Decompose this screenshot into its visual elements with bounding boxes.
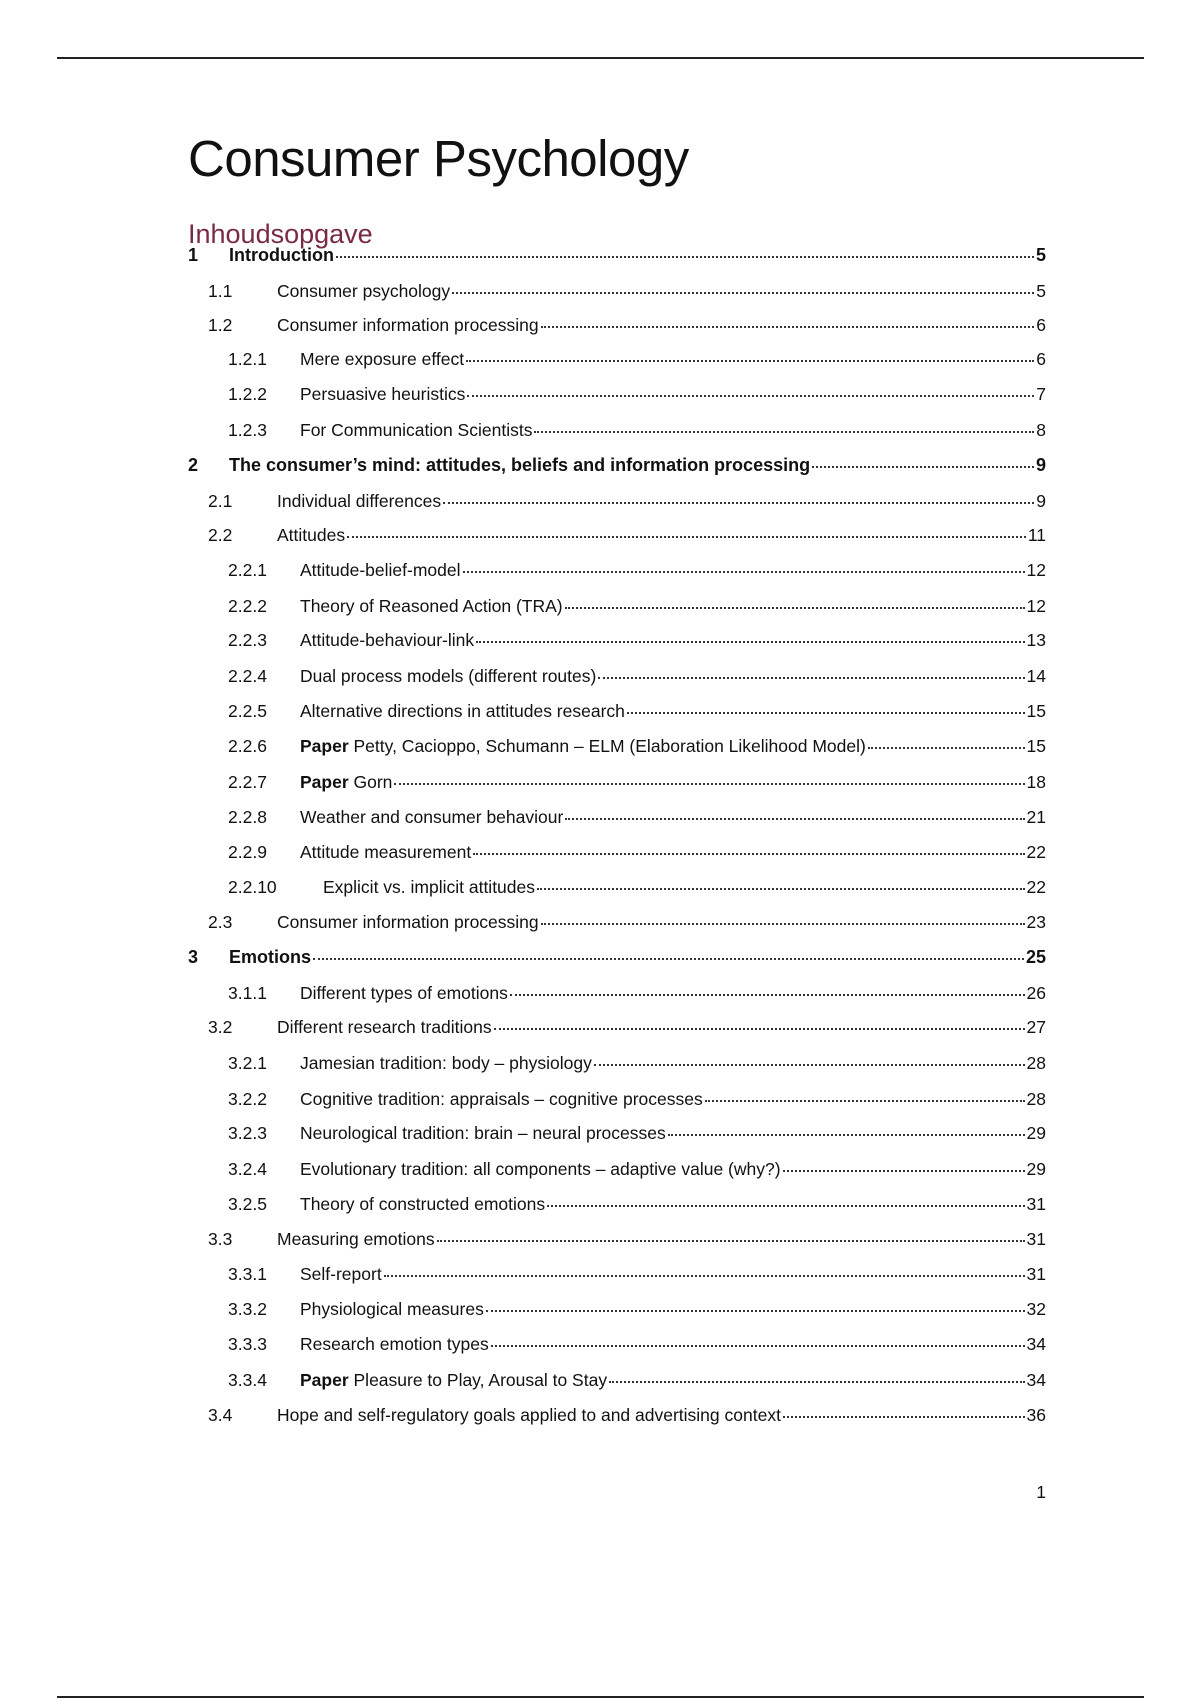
toc-entry[interactable] bbox=[228, 1087, 1046, 1111]
toc-dot-leader bbox=[443, 488, 1034, 504]
toc-dot-leader bbox=[668, 1120, 1025, 1136]
toc-entry-number: 3.2.2 bbox=[228, 1089, 267, 1109]
toc-entry-page: 12 bbox=[1026, 560, 1046, 580]
toc-entry[interactable] bbox=[228, 1157, 1046, 1181]
toc-entry[interactable] bbox=[228, 699, 1046, 723]
toc-entry[interactable] bbox=[228, 840, 1046, 864]
toc-entry[interactable] bbox=[208, 1015, 1046, 1039]
toc-dot-leader bbox=[541, 909, 1025, 925]
toc-entry-page: 18 bbox=[1026, 772, 1046, 792]
toc-entry-number: 3.2 bbox=[208, 1017, 233, 1037]
toc-dot-leader bbox=[783, 1402, 1025, 1418]
toc-entry-page: 12 bbox=[1026, 596, 1046, 616]
toc-entry-number: 1.2.3 bbox=[228, 420, 267, 440]
toc-entry-number: 3 bbox=[188, 947, 199, 967]
toc-entry-page: 29 bbox=[1026, 1123, 1046, 1143]
toc-entry-title-text: Attitudes bbox=[277, 525, 346, 545]
toc-entry-number: 2.1 bbox=[208, 491, 233, 511]
toc-entry-prefix: Paper bbox=[300, 1370, 349, 1390]
toc-dot-leader bbox=[452, 278, 1034, 294]
toc-dot-leader bbox=[534, 417, 1034, 433]
toc-entry[interactable] bbox=[208, 279, 1046, 303]
toc-entry-title-text: Attitude-behaviour-link bbox=[300, 630, 475, 650]
toc-dot-leader bbox=[547, 1191, 1024, 1207]
toc-entry[interactable] bbox=[228, 1051, 1046, 1075]
toc-entry-title-text: Cognitive tradition: appraisals – cognitive processes bbox=[300, 1089, 703, 1109]
toc-dot-leader bbox=[486, 1296, 1025, 1312]
toc-entry[interactable] bbox=[228, 1262, 1046, 1286]
toc-entry-page: 32 bbox=[1026, 1299, 1046, 1319]
toc-entry-title-text: Self-report bbox=[300, 1264, 382, 1284]
toc-entry-title-text: Jamesian tradition: body – physiology bbox=[300, 1053, 592, 1073]
toc-entry-title-text: Neurological tradition: brain – neural processes bbox=[300, 1123, 666, 1143]
toc-dot-leader bbox=[510, 980, 1025, 996]
toc-entry-page: 5 bbox=[1035, 245, 1046, 265]
toc-entry-title bbox=[323, 875, 535, 899]
toc-entry[interactable] bbox=[228, 418, 1046, 442]
toc-entry-title-text: Emotions bbox=[229, 947, 312, 967]
toc-entry-title-text: Consumer information processing bbox=[277, 315, 539, 335]
toc-entry[interactable] bbox=[228, 1332, 1046, 1356]
toc-entry-page: 31 bbox=[1026, 1264, 1046, 1284]
toc-dot-leader bbox=[437, 1226, 1025, 1242]
toc-entry-title bbox=[277, 523, 345, 547]
toc-entry-title bbox=[300, 347, 464, 371]
toc-entry-page: 22 bbox=[1026, 842, 1046, 862]
toc-entry-number: 2.2.8 bbox=[228, 807, 267, 827]
toc-entry-title bbox=[300, 981, 508, 1005]
toc-entry-title-text: Individual differences bbox=[277, 491, 442, 511]
toc-entry-title-text: Physiological measures bbox=[300, 1299, 484, 1319]
toc-dot-leader bbox=[868, 733, 1025, 749]
toc-entry-number: 2.2 bbox=[208, 525, 233, 545]
toc-entry-page: 28 bbox=[1026, 1089, 1046, 1109]
toc-entry-number: 2.2.9 bbox=[228, 842, 267, 862]
toc-dot-leader bbox=[705, 1086, 1025, 1102]
toc-entry-title bbox=[300, 558, 461, 582]
toc-entry-number: 2.3 bbox=[208, 912, 233, 932]
toc-entry[interactable] bbox=[208, 910, 1046, 934]
toc-entry-page: 5 bbox=[1036, 281, 1046, 301]
toc-entry-title-text: Gorn bbox=[348, 772, 393, 792]
toc-entry-title-text: Introduction bbox=[229, 245, 334, 265]
toc-entry-number: 2.2.4 bbox=[228, 666, 267, 686]
toc-entry-page: 15 bbox=[1026, 736, 1046, 756]
toc-entry[interactable] bbox=[208, 489, 1046, 513]
toc-entry-page: 8 bbox=[1036, 420, 1046, 440]
toc-dot-leader bbox=[812, 452, 1034, 468]
toc-entry-title bbox=[300, 1262, 382, 1286]
toc-entry-page: 6 bbox=[1036, 349, 1046, 369]
toc-dot-leader bbox=[565, 593, 1025, 609]
toc-entry-page: 34 bbox=[1026, 1370, 1046, 1390]
toc-entry-title bbox=[300, 840, 471, 864]
toc-entry-title-text: Attitude-belief-model bbox=[300, 560, 461, 580]
toc-entry-title bbox=[277, 313, 539, 337]
toc-entry-title-text: Attitude measurement bbox=[300, 842, 472, 862]
toc-entry-title bbox=[300, 699, 625, 723]
toc-entry[interactable] bbox=[228, 981, 1046, 1005]
toc-entry-page: 13 bbox=[1026, 630, 1046, 650]
toc-entry[interactable] bbox=[228, 382, 1046, 406]
toc-dot-leader bbox=[476, 627, 1024, 643]
toc-entry-title bbox=[229, 243, 334, 267]
toc-entry[interactable] bbox=[228, 664, 1046, 688]
toc-dot-leader bbox=[466, 346, 1034, 362]
toc-dot-leader bbox=[494, 1014, 1025, 1030]
toc-entry-page: 27 bbox=[1026, 1017, 1046, 1037]
toc-dot-leader bbox=[541, 312, 1035, 328]
toc-entry-title bbox=[300, 1297, 484, 1321]
toc-dot-leader bbox=[609, 1367, 1024, 1383]
toc-entry-page: 7 bbox=[1036, 384, 1046, 404]
toc-entry[interactable] bbox=[188, 243, 1046, 267]
toc-entry-number: 3.2.3 bbox=[228, 1123, 267, 1143]
toc-entry-title bbox=[277, 1227, 435, 1251]
toc-entry-number: 2.2.10 bbox=[228, 877, 277, 897]
toc-entry-page: 31 bbox=[1026, 1194, 1046, 1214]
toc-entry-number: 2.2.6 bbox=[228, 736, 267, 756]
toc-entry-page: 36 bbox=[1026, 1405, 1046, 1425]
toc-entry-title-text: Pleasure to Play, Arousal to Stay bbox=[348, 1370, 608, 1390]
toc-entry-title-text: Consumer information processing bbox=[277, 912, 539, 932]
toc-dot-leader bbox=[598, 663, 1024, 679]
toc-entry-page: 11 bbox=[1027, 525, 1046, 545]
toc-entry-number: 3.2.4 bbox=[228, 1159, 267, 1179]
toc-entry-page: 34 bbox=[1026, 1334, 1046, 1354]
toc-entry-title-text: Evolutionary tradition: all components – adaptive value (why?) bbox=[300, 1159, 781, 1179]
toc-entry[interactable] bbox=[228, 1192, 1046, 1216]
toc-entry-page: 14 bbox=[1026, 666, 1046, 686]
toc-entry-title bbox=[300, 1051, 592, 1075]
toc-entry-page: 9 bbox=[1036, 491, 1046, 511]
toc-dot-leader bbox=[627, 698, 1025, 714]
toc-dot-leader bbox=[394, 769, 1024, 785]
toc-entry-title-text: Explicit vs. implicit attitudes bbox=[323, 877, 536, 897]
toc-entry-title-text: Different research traditions bbox=[277, 1017, 492, 1037]
toc-entry-number: 1 bbox=[188, 245, 199, 265]
toc-entry-page: 6 bbox=[1036, 315, 1046, 335]
toc-entry-number: 3.2.5 bbox=[228, 1194, 267, 1214]
toc-entry-number: 3.1.1 bbox=[228, 983, 267, 1003]
toc-entry-title bbox=[300, 382, 465, 406]
toc-dot-leader bbox=[336, 242, 1034, 258]
toc-entry-title bbox=[300, 770, 392, 794]
toc-entry-title-text: Persuasive heuristics bbox=[300, 384, 466, 404]
toc-entry-page: 25 bbox=[1025, 947, 1046, 967]
toc-dot-leader bbox=[565, 804, 1024, 820]
toc-entry-title-text: Different types of emotions bbox=[300, 983, 508, 1003]
toc-entry[interactable] bbox=[188, 453, 1046, 477]
toc-entry-title-text: Dual process models (different routes) bbox=[300, 666, 597, 686]
toc-dot-leader bbox=[473, 839, 1024, 855]
toc-entry-page: 9 bbox=[1035, 455, 1046, 475]
toc-entry-title-text: For Communication Scientists bbox=[300, 420, 533, 440]
toc-entry-title bbox=[300, 1157, 781, 1181]
toc-entry[interactable] bbox=[228, 1297, 1046, 1321]
toc-entry-number: 2.2.1 bbox=[228, 560, 267, 580]
toc-entry-title bbox=[229, 945, 311, 969]
toc-entry[interactable] bbox=[228, 770, 1046, 794]
toc-entry-title-text: Theory of Reasoned Action (TRA) bbox=[300, 596, 563, 616]
toc-entry-title bbox=[300, 418, 532, 442]
toc-entry-title-text: Theory of constructed emotions bbox=[300, 1194, 546, 1214]
toc-dot-leader bbox=[313, 944, 1024, 960]
toc-entry-title bbox=[229, 453, 810, 477]
toc-entry-number: 1.1 bbox=[208, 281, 233, 301]
toc-entry[interactable] bbox=[208, 1403, 1046, 1427]
toc-dot-leader bbox=[347, 522, 1026, 538]
toc-dot-leader bbox=[594, 1050, 1025, 1066]
toc-entry[interactable] bbox=[208, 313, 1046, 337]
toc-entry-title-text: Consumer psychology bbox=[277, 281, 451, 301]
toc-dot-leader bbox=[491, 1331, 1025, 1347]
toc-heading: Inhoudsopgave bbox=[188, 219, 373, 249]
toc-entry-page: 23 bbox=[1026, 912, 1046, 932]
toc-entry-number: 2.2.7 bbox=[228, 772, 267, 792]
toc-entry-page: 15 bbox=[1026, 701, 1046, 721]
toc-entry[interactable] bbox=[228, 1121, 1046, 1145]
toc-dot-leader bbox=[783, 1156, 1025, 1172]
document-title: Consumer Psychology bbox=[188, 130, 689, 187]
toc-entry-prefix: Paper bbox=[300, 736, 349, 756]
toc-entry-title-text: Hope and self-regulatory goals applied to and advertising context bbox=[277, 1405, 781, 1425]
toc-entry-title bbox=[300, 1121, 666, 1145]
toc-dot-leader bbox=[463, 557, 1025, 573]
toc-entry[interactable] bbox=[228, 875, 1046, 899]
toc-entry[interactable] bbox=[228, 628, 1046, 652]
toc-entry-title bbox=[300, 734, 866, 758]
toc-entry[interactable] bbox=[188, 945, 1046, 969]
toc-entry-page: 29 bbox=[1026, 1159, 1046, 1179]
toc-entry-title bbox=[300, 805, 563, 829]
toc-entry-title bbox=[300, 1368, 607, 1392]
toc-entry-prefix: Paper bbox=[300, 772, 349, 792]
toc-entry-number: 3.4 bbox=[208, 1405, 233, 1425]
toc-entry-title-text: Measuring emotions bbox=[277, 1229, 435, 1249]
page-number: 1 bbox=[1036, 1482, 1046, 1502]
toc-entry[interactable] bbox=[228, 734, 1046, 758]
toc-entry-number: 3.3.4 bbox=[228, 1370, 267, 1390]
toc-entry-title-text: Research emotion types bbox=[300, 1334, 489, 1354]
toc-entry-title bbox=[277, 489, 441, 513]
toc-entry-title-text: Weather and consumer behaviour bbox=[300, 807, 564, 827]
toc-entry-page: 21 bbox=[1026, 807, 1046, 827]
toc-entry-number: 2.2.3 bbox=[228, 630, 267, 650]
toc-entry[interactable] bbox=[228, 594, 1046, 618]
toc-entry-title-text: The consumer’s mind: attitudes, beliefs and information processing bbox=[229, 455, 811, 475]
toc-entry-title bbox=[277, 1015, 492, 1039]
toc-entry-title bbox=[300, 594, 563, 618]
toc-entry[interactable] bbox=[208, 1227, 1046, 1251]
toc-entry-page: 26 bbox=[1026, 983, 1046, 1003]
toc-entry-title-text: Mere exposure effect bbox=[300, 349, 465, 369]
toc-entry-number: 3.3 bbox=[208, 1229, 233, 1249]
toc-entry-title bbox=[277, 279, 450, 303]
toc-entry-number: 2.2.5 bbox=[228, 701, 267, 721]
toc-entry-title-text: Alternative directions in attitudes research bbox=[300, 701, 625, 721]
toc-entry[interactable] bbox=[228, 1368, 1046, 1392]
toc-entry-title bbox=[300, 1332, 489, 1356]
toc-entry[interactable] bbox=[228, 805, 1046, 829]
toc-entry-number: 3.2.1 bbox=[228, 1053, 267, 1073]
toc-entry-title bbox=[300, 664, 596, 688]
toc-entry-number: 1.2.1 bbox=[228, 349, 267, 369]
toc-entry-title bbox=[300, 628, 474, 652]
toc-entry-number: 3.3.2 bbox=[228, 1299, 267, 1319]
toc-entry-number: 2.2.2 bbox=[228, 596, 267, 616]
toc-entry-title bbox=[300, 1192, 545, 1216]
toc-entry-title bbox=[277, 910, 539, 934]
toc-entry-page: 22 bbox=[1026, 877, 1046, 897]
toc-entry-page: 31 bbox=[1026, 1229, 1046, 1249]
toc-entry-number: 3.3.3 bbox=[228, 1334, 267, 1354]
toc-entry[interactable] bbox=[208, 523, 1046, 547]
toc-entry-title bbox=[300, 1087, 703, 1111]
toc-entry-title bbox=[277, 1403, 781, 1427]
toc-dot-leader bbox=[537, 874, 1025, 890]
toc-entry-number: 1.2.2 bbox=[228, 384, 267, 404]
toc-entry-page: 28 bbox=[1026, 1053, 1046, 1073]
toc-entry[interactable] bbox=[228, 558, 1046, 582]
toc-dot-leader bbox=[467, 381, 1034, 397]
toc-entry-number: 1.2 bbox=[208, 315, 233, 335]
toc-dot-leader bbox=[384, 1261, 1025, 1277]
toc-entry-title-text: Petty, Cacioppo, Schumann – ELM (Elaboration Likelihood Model) bbox=[348, 736, 866, 756]
toc-entry-number: 3.3.1 bbox=[228, 1264, 267, 1284]
toc-entry[interactable] bbox=[228, 347, 1046, 371]
toc-entry-number: 2 bbox=[188, 455, 199, 475]
footer-rule bbox=[57, 1696, 1144, 1698]
